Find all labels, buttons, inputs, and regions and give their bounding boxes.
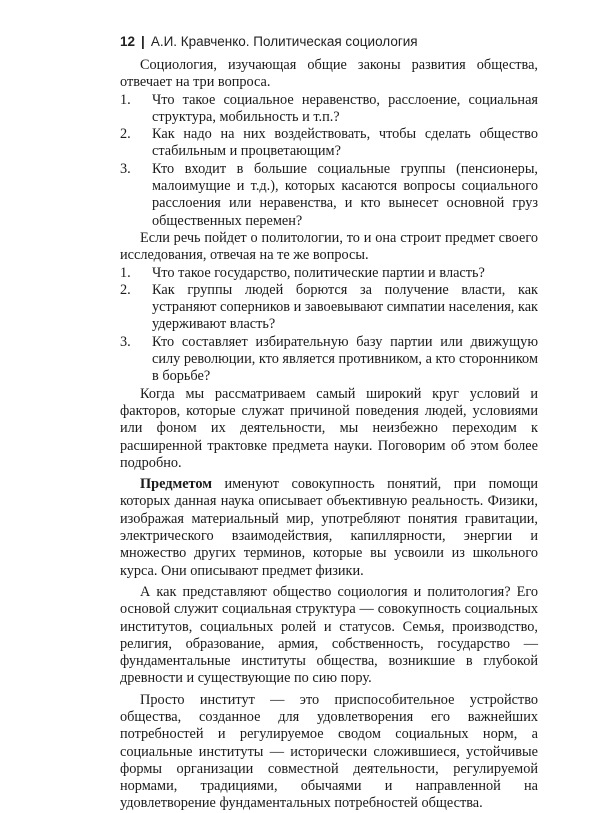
paragraph-factors: Когда мы рассматриваем самый широкий круг условий и факторов, которые служат причиной поведения людей, условиями или фоном их деятельности, мы неизбежно переходим к расширенной трактовке предмета науки. Поговорим об этом более подробно. (120, 385, 538, 471)
list-item-text: Кто составляет избирательную базу партии или движущую силу революции, кто является противником, а кто сторонником в борьбе? (152, 333, 538, 385)
list-item (120, 126, 538, 161)
page-number: 12 (120, 34, 136, 49)
list-item-number: 3. (120, 333, 131, 350)
list-item-number: 1. (120, 91, 131, 108)
list-item (120, 282, 538, 334)
paragraph-intro: Социология, изучающая общие законы развития общества, отвечает на три вопроса. (120, 57, 538, 91)
paragraph-institution: Просто институт — это приспособительное устройство общества, созданное для удовлетворения его важнейших потребностей и регулируемое сводом социальных норм, а социальные институты — исторически сложившиеся, устойчивые формы организации совместной деятельности, регулируемой нормами, традициями, обычаями и направленной на удовлетворение фундаментальных потребностей общества. (120, 691, 538, 812)
list-item-number: 3. (120, 160, 131, 177)
list-item (120, 334, 538, 386)
header-separator: | (141, 34, 145, 49)
list-item-number: 2. (120, 281, 131, 298)
list-item (120, 265, 538, 282)
list-item-number: 1. (120, 264, 131, 281)
subject-definition-text: именуют совокупность понятий, при помощи которых данная наука описывает объективную реальность. Физики, изображая материальный мир, употребляют понятия гравитации, электрического взаимодействия, капиллярности, энергии и множество других терминов, которые вы усвоили из школьного курса. Они описывают предмет физики. (120, 476, 538, 579)
paragraph-politology: Если речь пойдет о политологии, то и она строит предмет своего исследования, отвечая на те же вопросы. (120, 229, 538, 264)
list-item-text: Что такое государство, политические партии и власть? (152, 264, 485, 281)
list-item-text: Кто входит в большие социальные группы (пенсионеры, малоимущие и т.д.), которых касаются вопросы социального расслоения или неравенства, и кто вынесет основной груз общественных перемен? (152, 160, 538, 229)
book-title: А.И. Кравченко. Политическая социология (150, 34, 418, 49)
page-body (120, 57, 538, 813)
politology-questions-list (120, 265, 538, 386)
list-item (120, 92, 538, 127)
list-item-text: Как надо на них воздействовать, чтобы сделать общество стабильным и процветающим? (152, 126, 538, 160)
paragraph-social-structure: А как представляют общество социология и политология? Его основой служит социальная структура — совокупность социальных институтов, социальных ролей и статусов. Семья, производство, религия, образование, армия, собственность, государство — фундаментальные институты общества, возникшие в глубокой древности и существующие по сию пору. (120, 583, 538, 687)
list-item (120, 161, 538, 230)
list-item-number: 2. (120, 126, 131, 143)
list-item-text: Как группы людей борются за получение власти, как устраняют соперников и завоевывают симпатии населения, как удерживают власть? (152, 281, 538, 333)
running-head (120, 34, 418, 49)
paragraph-subject-definition (120, 476, 538, 580)
list-item-text: Что такое социальное неравенство, расслоение, социальная структура, мобильность и т.п.? (152, 91, 538, 125)
term-subject: Предметом (140, 476, 212, 493)
sociology-questions-list (120, 92, 538, 230)
